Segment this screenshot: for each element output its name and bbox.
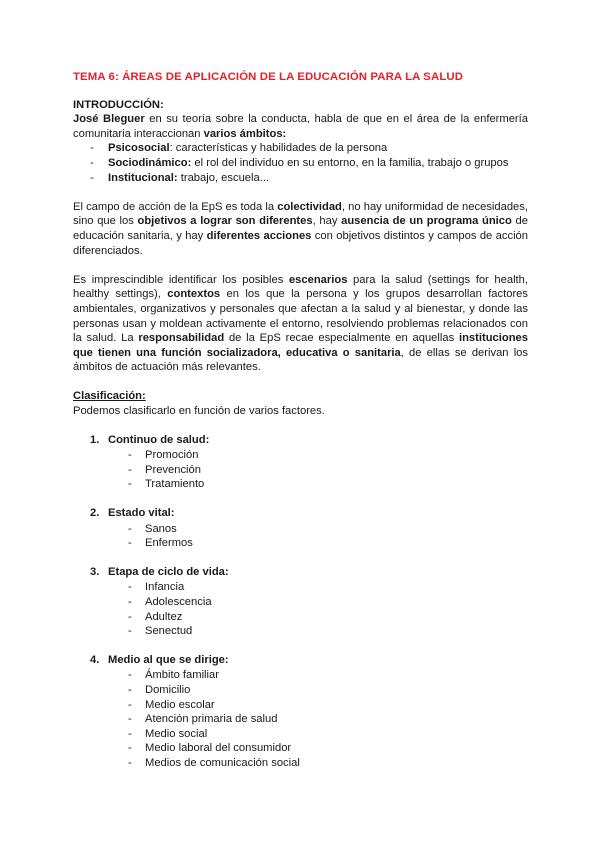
- list-item: - Senectud: [128, 624, 528, 639]
- classification-group: [73, 565, 528, 639]
- list-item: - Medio escolar: [128, 698, 528, 713]
- intro-bold: varios ámbitos:: [203, 127, 287, 140]
- list-item: - Tratamiento: [128, 477, 528, 492]
- classification-intro: Podemos clasificarlo en función de varios factores.: [73, 405, 325, 418]
- page-title: TEMA 6: ÁREAS DE APLICACIÓN DE LA EDUCACIÓN PARA LA SALUD: [73, 71, 464, 83]
- group-heading: [73, 565, 528, 580]
- classification-group: [73, 653, 528, 771]
- classification-heading: Clasificación:: [73, 390, 146, 403]
- group-heading: [73, 506, 528, 521]
- bold-run: instituciones que tienen una función socializadora, educativa o sanitaria: [73, 332, 528, 359]
- list-item: - Medio social: [128, 727, 528, 742]
- text-run: de educación sanitaria, y hay: [73, 215, 528, 242]
- list-item: - Promoción: [128, 448, 528, 463]
- list-item: - Medios de comunicación social: [128, 756, 528, 771]
- list-item: [90, 171, 528, 186]
- bold-run: colectividad: [277, 200, 342, 213]
- text-run: con objetivos distintos y campos de acción diferenciados.: [73, 229, 528, 257]
- list-item: - Ámbito familiar: [128, 668, 528, 683]
- list-item: [90, 141, 528, 156]
- list-item: - Atención primaria de salud: [128, 712, 528, 727]
- group-title: Etapa de ciclo de vida:: [108, 565, 229, 578]
- group-items: [73, 580, 528, 638]
- list-item-label: Sociodinámico:: [108, 156, 192, 169]
- bold-run: responsabilidad: [138, 332, 225, 345]
- bold-run: diferentes acciones: [206, 229, 312, 242]
- list-item: [90, 156, 528, 171]
- scope-paragraph: [73, 200, 528, 258]
- list-item: - Sanos: [128, 522, 528, 537]
- list-item: - Adultez: [128, 610, 528, 625]
- list-item-label: Institucional:: [108, 171, 178, 184]
- classification-list: [73, 433, 528, 771]
- intro-paragraph: [73, 112, 528, 141]
- list-item-text: el rol del individuo en su entorno, en la familia, trabajo o grupos: [191, 156, 509, 169]
- bold-run: ausencia de un programa único: [341, 215, 512, 228]
- group-title: Estado vital:: [108, 507, 175, 520]
- group-number: 4.: [90, 653, 100, 666]
- bold-run: contextos: [167, 288, 221, 301]
- settings-paragraph: [73, 273, 528, 375]
- list-item: - Enfermos: [128, 536, 528, 551]
- group-heading: [73, 653, 528, 668]
- list-item-text: trabajo, escuela...: [177, 171, 270, 184]
- list-item: - Prevención: [128, 463, 528, 478]
- intro-author: José Bleguer: [73, 113, 145, 126]
- group-number: 2.: [90, 507, 100, 520]
- text-run: para la salud (settings for health, healthy settings),: [73, 273, 528, 301]
- bold-run: escenarios: [288, 273, 348, 286]
- text-run: de la EpS recae especialmente en aquellas: [224, 332, 459, 345]
- group-items: [73, 448, 528, 492]
- group-items: [73, 668, 528, 770]
- text-run: El campo de acción de la EpS es toda la: [73, 200, 278, 213]
- group-heading: [73, 433, 528, 448]
- group-number: 1.: [90, 433, 100, 446]
- intro-text: en su teoría sobre la conducta, habla de que en el área de la enfermería comunitaria interaccionan: [73, 113, 528, 140]
- list-item-label: Psicosocial: [108, 142, 170, 155]
- text-run: en los que la persona y los grupos desarrollan factores ambientales, organizativos y personales que afectan a la salud y al bienestar, y donde las personas usan y moldean activamente el entorno, resolviendo problemas relacionados con la salud. La: [73, 288, 528, 345]
- text-run: , de ellas se derivan los ámbitos de actuación más relevantes.: [73, 346, 528, 374]
- bold-run: objetivos a lograr son diferentes: [137, 215, 313, 228]
- text-run: Es imprescindible identificar los posibles: [73, 273, 289, 286]
- list-item-text: : características y habilidades de la persona: [169, 142, 388, 155]
- intro-list: [73, 141, 528, 185]
- intro-heading: INTRODUCCIÓN:: [73, 98, 164, 111]
- list-item: - Infancia: [128, 580, 528, 595]
- document-content: [73, 70, 528, 785]
- list-item: - Medio laboral del consumidor: [128, 741, 528, 756]
- text-run: , hay: [312, 215, 342, 228]
- text-run: , no hay uniformidad de necesidades, sino que los: [73, 200, 528, 228]
- group-number: 3.: [90, 565, 100, 578]
- group-title: Medio al que se dirige:: [108, 653, 229, 666]
- group-items: [73, 522, 528, 551]
- group-title: Continuo de salud:: [108, 433, 210, 446]
- list-item: - Domicilio: [128, 683, 528, 698]
- classification-group: [73, 506, 528, 551]
- classification-group: [73, 433, 528, 492]
- list-item: - Adolescencia: [128, 595, 528, 610]
